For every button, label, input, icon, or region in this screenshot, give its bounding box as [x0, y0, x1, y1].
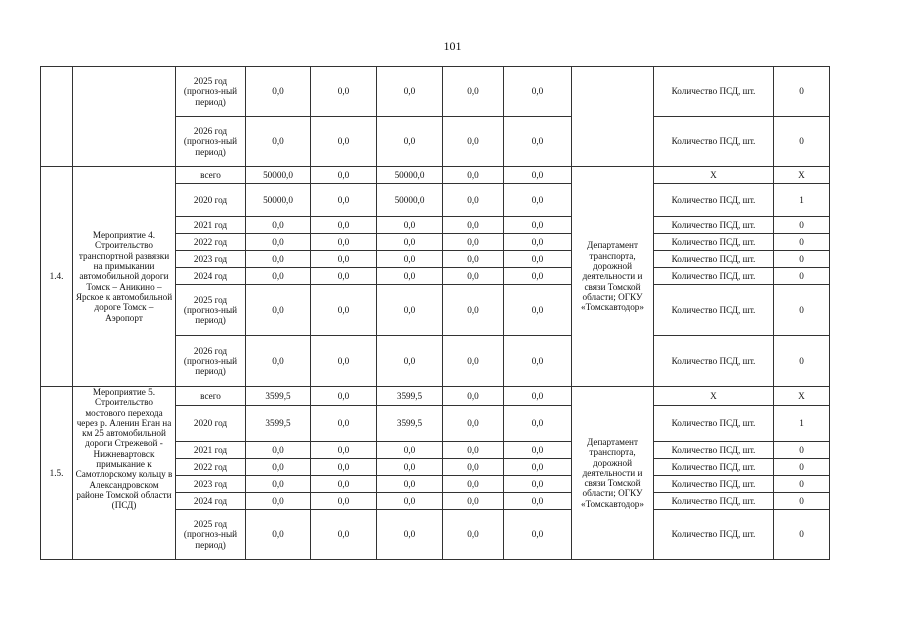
- value-cell: 0,0: [311, 117, 377, 167]
- value-cell: 0,0: [443, 184, 504, 217]
- value-cell: 0,0: [504, 217, 572, 234]
- value-cell: 0,0: [443, 459, 504, 476]
- value-cell: 0,0: [377, 493, 443, 510]
- value-cell: 0,0: [443, 67, 504, 117]
- result-cell: 0: [774, 442, 830, 459]
- executor-cell: Департамент транспорта, дорожной деятельности и связи Томской области; ОГКУ «Томскавтодор»: [572, 167, 654, 387]
- value-cell: 0,0: [246, 442, 311, 459]
- value-cell: 0,0: [246, 217, 311, 234]
- value-cell: 0,0: [443, 476, 504, 493]
- value-cell: 0,0: [377, 285, 443, 336]
- value-cell: 0,0: [311, 184, 377, 217]
- value-cell: 0,0: [504, 234, 572, 251]
- indicator-cell: Количество ПСД, шт.: [654, 493, 774, 510]
- period-cell: 2025 год (прогноз-ный период): [176, 510, 246, 560]
- value-cell: 0,0: [311, 510, 377, 560]
- result-cell: 0: [774, 336, 830, 387]
- indicator-cell: Количество ПСД, шт.: [654, 117, 774, 167]
- value-cell: 0,0: [504, 67, 572, 117]
- value-cell: 0,0: [311, 285, 377, 336]
- result-cell: 0: [774, 459, 830, 476]
- value-cell: 0,0: [246, 251, 311, 268]
- value-cell: 0,0: [504, 167, 572, 184]
- period-cell: 2025 год (прогноз-ный период): [176, 285, 246, 336]
- period-cell: 2021 год: [176, 442, 246, 459]
- value-cell: 0,0: [443, 285, 504, 336]
- value-cell: 0,0: [443, 406, 504, 442]
- result-cell: 1: [774, 184, 830, 217]
- value-cell: 0,0: [377, 268, 443, 285]
- period-cell: 2024 год: [176, 493, 246, 510]
- value-cell: 3599,5: [377, 406, 443, 442]
- value-cell: 0,0: [311, 476, 377, 493]
- value-cell: 0,0: [443, 268, 504, 285]
- value-cell: 0,0: [504, 285, 572, 336]
- value-cell: 0,0: [377, 476, 443, 493]
- value-cell: 50000,0: [377, 184, 443, 217]
- row-id-cell: [41, 67, 73, 167]
- value-cell: 0,0: [246, 285, 311, 336]
- value-cell: 0,0: [311, 234, 377, 251]
- result-cell: 0: [774, 217, 830, 234]
- indicator-cell: Количество ПСД, шт.: [654, 268, 774, 285]
- value-cell: 0,0: [377, 336, 443, 387]
- indicator-cell: Количество ПСД, шт.: [654, 217, 774, 234]
- value-cell: 0,0: [504, 268, 572, 285]
- value-cell: 0,0: [504, 442, 572, 459]
- value-cell: 0,0: [311, 459, 377, 476]
- result-cell: 0: [774, 251, 830, 268]
- value-cell: 0,0: [504, 476, 572, 493]
- value-cell: 0,0: [443, 510, 504, 560]
- period-cell: 2021 год: [176, 217, 246, 234]
- value-cell: 0,0: [377, 251, 443, 268]
- value-cell: 0,0: [311, 67, 377, 117]
- value-cell: 0,0: [504, 117, 572, 167]
- period-cell: 2023 год: [176, 251, 246, 268]
- executor-cell: Департамент транспорта, дорожной деятельности и связи Томской области; ОГКУ «Томскавтодор»: [572, 387, 654, 560]
- period-cell: 2022 год: [176, 234, 246, 251]
- indicator-cell: Количество ПСД, шт.: [654, 251, 774, 268]
- result-cell: 0: [774, 476, 830, 493]
- result-cell: 0: [774, 117, 830, 167]
- value-cell: 0,0: [377, 217, 443, 234]
- value-cell: 0,0: [311, 336, 377, 387]
- measure-title-cell: Мероприятие 5. Строительство мостового перехода через р. Аленин Еган на км 25 автомобильной дороги Стрежевой - Нижневартовск примыкание к Самотлорскому кольцу в Александровском районе Томской области (ПСД): [73, 387, 176, 560]
- value-cell: 3599,5: [246, 406, 311, 442]
- value-cell: 0,0: [246, 459, 311, 476]
- value-cell: 0,0: [311, 167, 377, 184]
- value-cell: 0,0: [504, 251, 572, 268]
- period-cell: всего: [176, 167, 246, 184]
- value-cell: 0,0: [377, 117, 443, 167]
- result-cell: 0: [774, 268, 830, 285]
- value-cell: 0,0: [504, 406, 572, 442]
- value-cell: 0,0: [377, 442, 443, 459]
- indicator-cell: Количество ПСД, шт.: [654, 184, 774, 217]
- period-cell: 2020 год: [176, 406, 246, 442]
- table-row: [41, 67, 830, 117]
- value-cell: 0,0: [443, 117, 504, 167]
- result-cell: 0: [774, 67, 830, 117]
- indicator-cell: Количество ПСД, шт.: [654, 459, 774, 476]
- value-cell: 0,0: [311, 406, 377, 442]
- value-cell: 0,0: [504, 510, 572, 560]
- value-cell: 50000,0: [246, 184, 311, 217]
- result-cell: Х: [774, 167, 830, 184]
- value-cell: 3599,5: [246, 387, 311, 406]
- value-cell: 0,0: [246, 117, 311, 167]
- value-cell: 0,0: [504, 387, 572, 406]
- row-id-cell: 1.4.: [41, 167, 73, 387]
- value-cell: 0,0: [443, 336, 504, 387]
- value-cell: 0,0: [377, 459, 443, 476]
- value-cell: 0,0: [311, 493, 377, 510]
- value-cell: 0,0: [443, 387, 504, 406]
- value-cell: 0,0: [246, 268, 311, 285]
- value-cell: 0,0: [311, 442, 377, 459]
- period-cell: 2024 год: [176, 268, 246, 285]
- value-cell: 0,0: [377, 67, 443, 117]
- period-cell: 2026 год (прогноз-ный период): [176, 336, 246, 387]
- period-cell: всего: [176, 387, 246, 406]
- indicator-cell: Количество ПСД, шт.: [654, 285, 774, 336]
- value-cell: 0,0: [504, 459, 572, 476]
- value-cell: 0,0: [246, 476, 311, 493]
- table-row: [41, 387, 830, 406]
- value-cell: 0,0: [311, 251, 377, 268]
- value-cell: 0,0: [246, 67, 311, 117]
- value-cell: 0,0: [443, 234, 504, 251]
- value-cell: 0,0: [443, 167, 504, 184]
- period-cell: 2025 год (прогноз-ный период): [176, 67, 246, 117]
- value-cell: 0,0: [246, 510, 311, 560]
- indicator-cell: Х: [654, 387, 774, 406]
- indicator-cell: Х: [654, 167, 774, 184]
- value-cell: 0,0: [504, 493, 572, 510]
- table-row: [41, 167, 830, 184]
- page-number: 101: [443, 39, 462, 53]
- value-cell: 0,0: [246, 234, 311, 251]
- row-id-cell: 1.5.: [41, 387, 73, 560]
- measure-title-cell: Мероприятие 4. Строительство транспортной развязки на примыкании автомобильной дороги Томск – Аникино – Ярское к автомобильной дороге Томск – Аэропорт: [73, 167, 176, 387]
- indicator-cell: Количество ПСД, шт.: [654, 510, 774, 560]
- value-cell: 0,0: [443, 251, 504, 268]
- indicator-cell: Количество ПСД, шт.: [654, 476, 774, 493]
- value-cell: 0,0: [504, 336, 572, 387]
- value-cell: 0,0: [311, 217, 377, 234]
- program-table: [40, 66, 830, 560]
- period-cell: 2026 год (прогноз-ный период): [176, 117, 246, 167]
- indicator-cell: Количество ПСД, шт.: [654, 234, 774, 251]
- value-cell: 0,0: [246, 493, 311, 510]
- value-cell: 0,0: [311, 268, 377, 285]
- value-cell: 0,0: [443, 442, 504, 459]
- result-cell: Х: [774, 387, 830, 406]
- result-cell: 0: [774, 234, 830, 251]
- value-cell: 0,0: [311, 387, 377, 406]
- period-cell: 2020 год: [176, 184, 246, 217]
- result-cell: 0: [774, 493, 830, 510]
- executor-cell: [572, 67, 654, 167]
- result-cell: 0: [774, 510, 830, 560]
- indicator-cell: Количество ПСД, шт.: [654, 67, 774, 117]
- value-cell: 50000,0: [246, 167, 311, 184]
- measure-title-cell: [73, 67, 176, 167]
- value-cell: 0,0: [246, 336, 311, 387]
- result-cell: 1: [774, 406, 830, 442]
- value-cell: 3599,5: [377, 387, 443, 406]
- period-cell: 2023 год: [176, 476, 246, 493]
- indicator-cell: Количество ПСД, шт.: [654, 336, 774, 387]
- value-cell: 0,0: [443, 493, 504, 510]
- result-cell: 0: [774, 285, 830, 336]
- value-cell: 50000,0: [377, 167, 443, 184]
- value-cell: 0,0: [504, 184, 572, 217]
- indicator-cell: Количество ПСД, шт.: [654, 406, 774, 442]
- value-cell: 0,0: [443, 217, 504, 234]
- value-cell: 0,0: [377, 510, 443, 560]
- indicator-cell: Количество ПСД, шт.: [654, 442, 774, 459]
- period-cell: 2022 год: [176, 459, 246, 476]
- value-cell: 0,0: [377, 234, 443, 251]
